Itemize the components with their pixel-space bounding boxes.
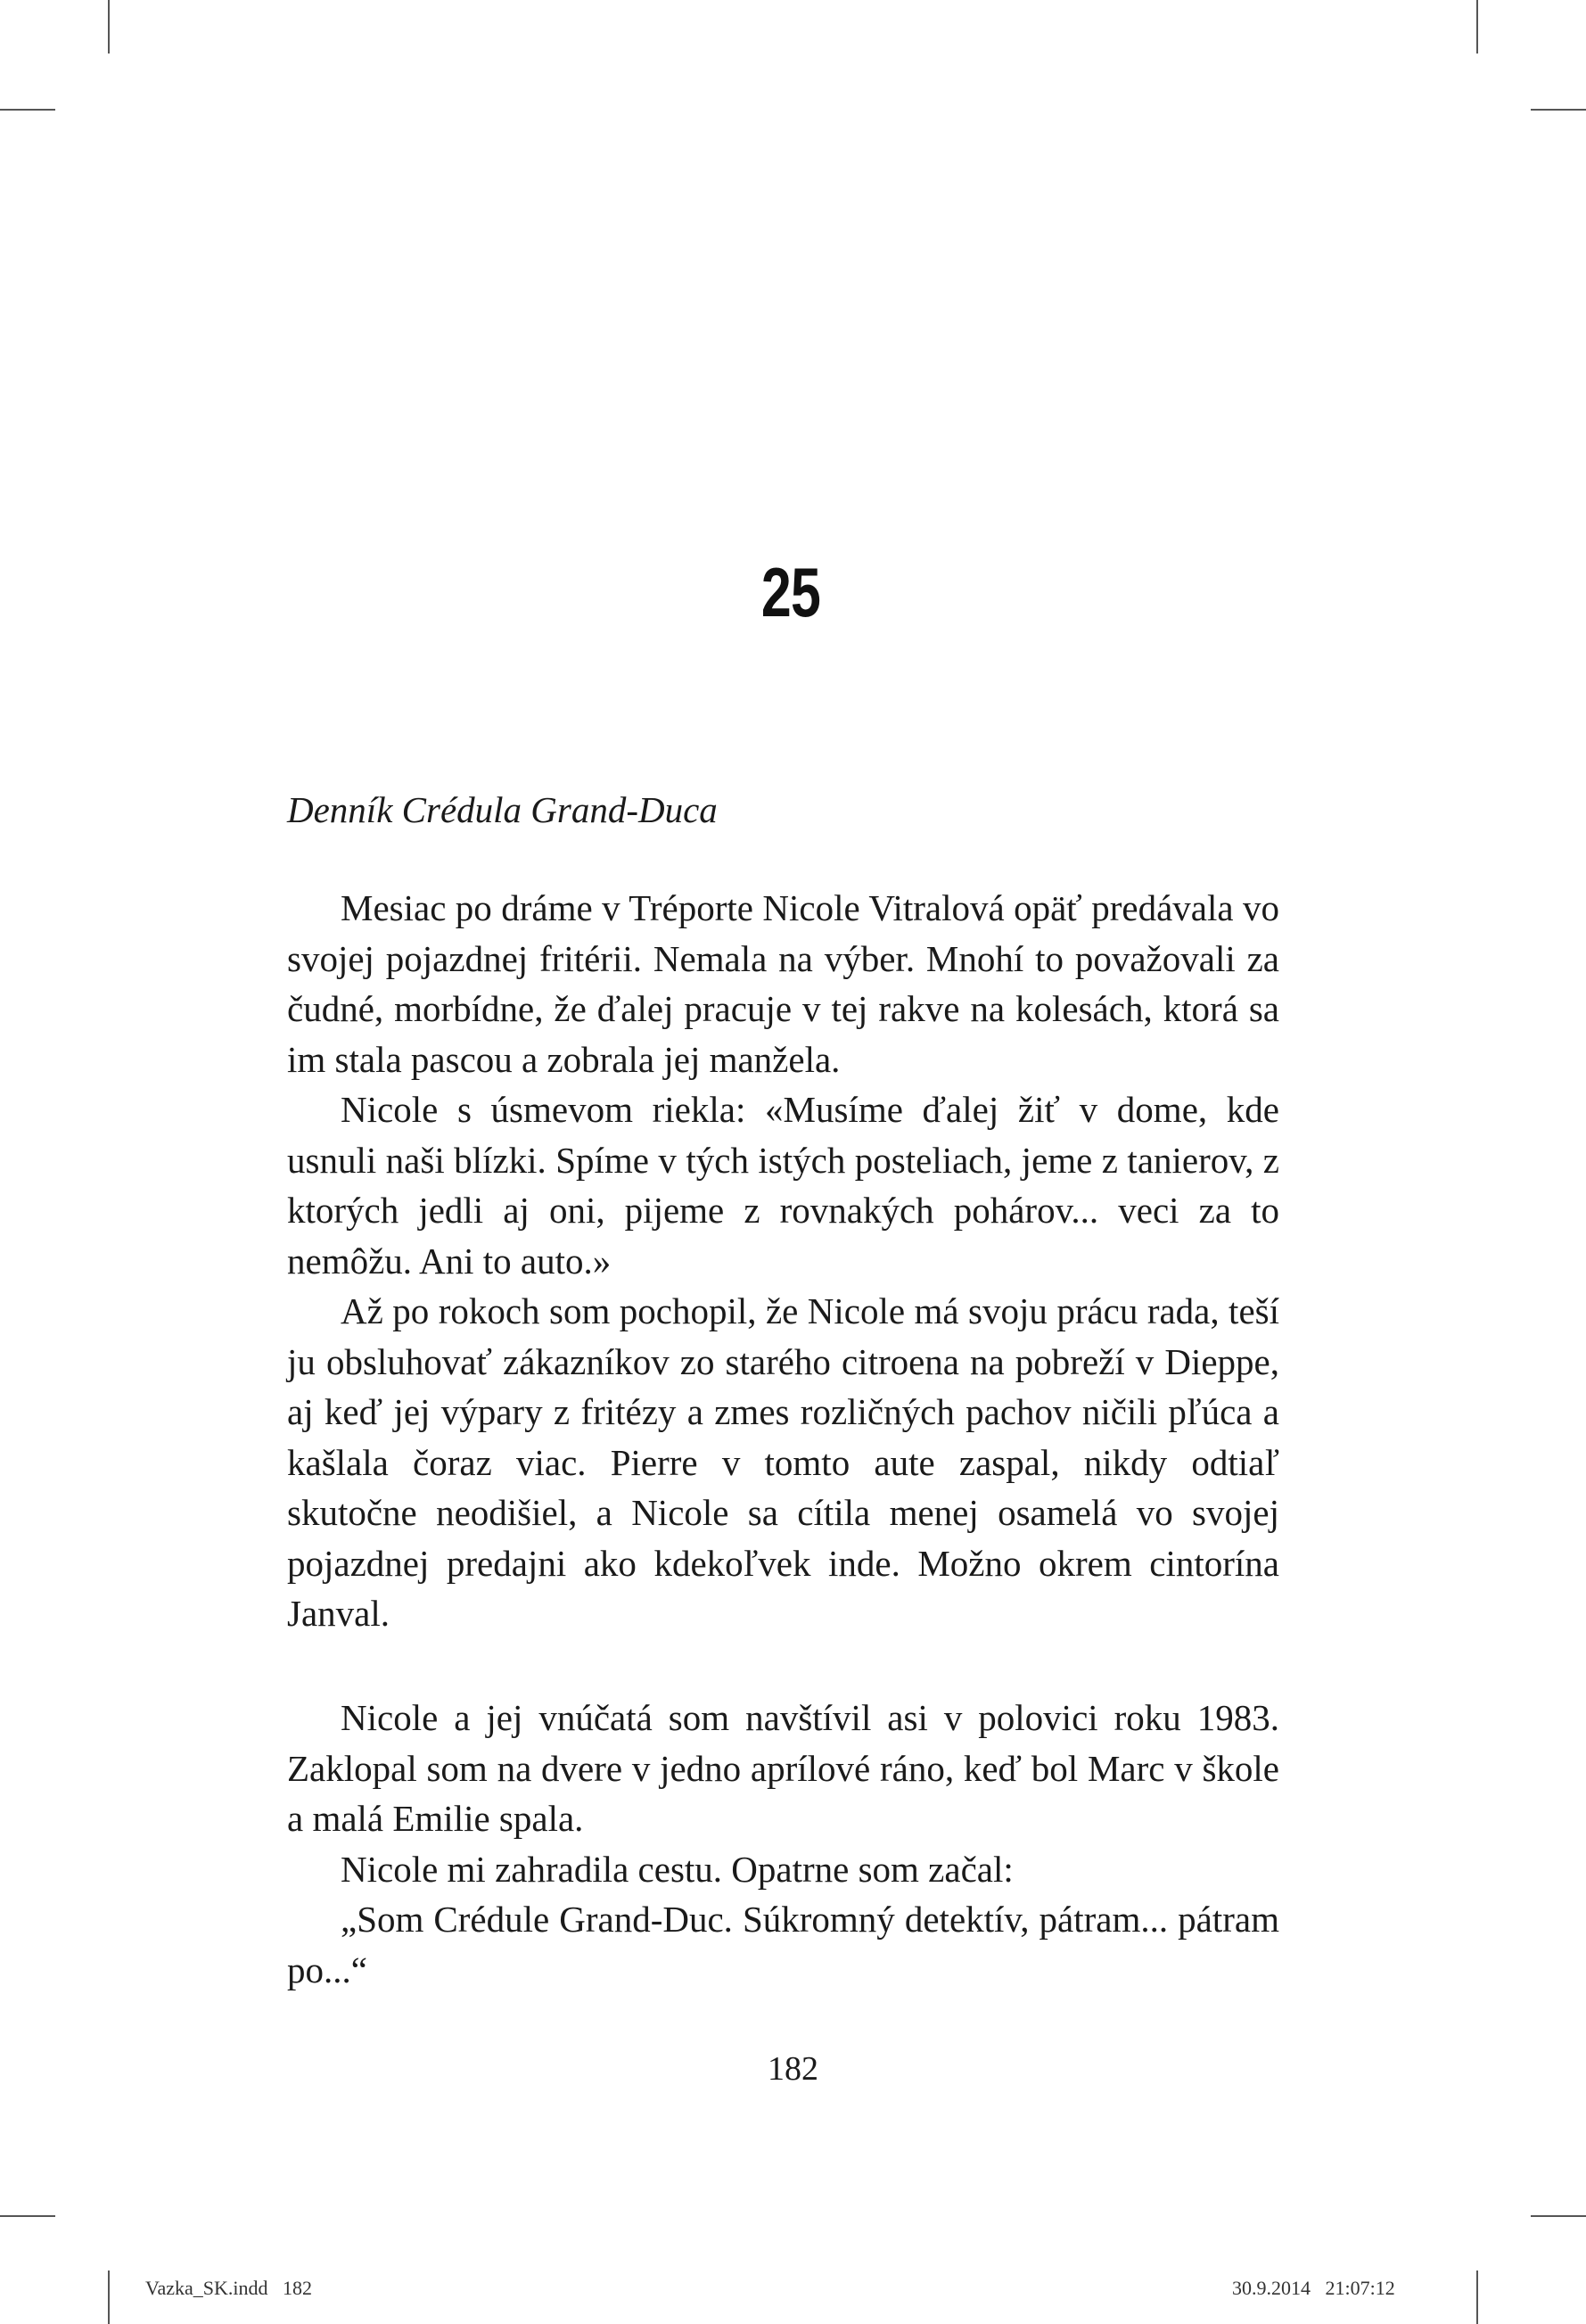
crop-mark-left-bottom (0, 2215, 55, 2217)
slug-timestamp: 30.9.2014 21:07:12 (1232, 2277, 1395, 2299)
paragraph: Mesiac po dráme v Tréporte Nicole Vitralová opäť predávala vo svojej pojazdnej fritérii. Nemala na výber. Mnohí to považovali za čudné, morbídne, že ďalej pracuje v tej rakve na kolesách, ktorá sa im stala pascou a zobrala jej manžela. (287, 887, 1279, 1080)
crop-mark-top-right (1476, 0, 1478, 54)
crop-mark-top-left (108, 0, 110, 54)
chapter-number: 25 (760, 553, 821, 631)
crop-mark-bottom-left (108, 2270, 110, 2324)
crop-mark-right-bottom (1531, 2215, 1586, 2217)
crop-mark-left-top (0, 109, 55, 111)
paragraph: Nicole mi zahradila cestu. Opatrne som začal: (341, 1848, 1014, 1890)
chapter-subtitle: Denník Crédula Grand-Duca (287, 789, 718, 830)
paragraph: „Som Crédule Grand-Duc. Súkromný detektív, pátram... pátram po...“ (287, 1899, 1279, 1990)
paragraph: Až po rokoch som pochopil, že Nicole má svoju prácu rada, teší ju obsluhovať zákazníkov zo starého citroena na pobreží v Dieppe, aj keď jej výpary z fritézy a zmes rozličných pachov ničili pľúca a kašlala čoraz viac. Pierre v tomto aute zaspal, nikdy odtiaľ skutočne neodišiel, a Nicole sa cítila menej osamelá vo svojej pojazdnej predajni ako kdekoľvek inde. Možno okrem cintorína Janval. (287, 1290, 1279, 1634)
paragraph: Nicole s úsmevom riekla: «Musíme ďalej žiť v dome, kde usnuli naši blízki. Spíme v tých istých posteliach, jeme z tanierov, z ktorých jedli aj oni, pijeme z rovnakých pohárov... veci za to nemôžu. Ani to auto.» (287, 1089, 1279, 1281)
slug-filename: Vazka_SK.indd 182 (145, 2277, 312, 2299)
crop-mark-right-top (1531, 109, 1586, 111)
body-section-1 (287, 883, 1279, 1639)
crop-mark-bottom-right (1476, 2270, 1478, 2324)
body-section-2 (287, 1693, 1279, 1995)
paragraph: Nicole a jej vnúčatá som navštívil asi v polovici roku 1983. Zaklopal som na dvere v jedno aprílové ráno, keď bol Marc v škole a malá Emilie spala. (287, 1697, 1279, 1839)
page-number: 182 (768, 2050, 818, 2088)
